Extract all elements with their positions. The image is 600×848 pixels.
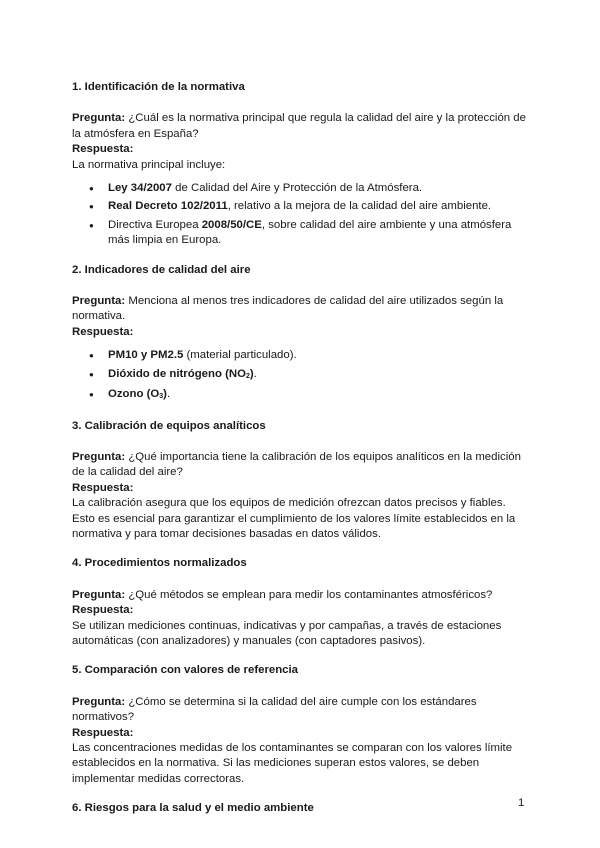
- bullet-list: [72, 348, 528, 404]
- list-item: [108, 348, 528, 363]
- section-title: 4. Procedimientos normalizados: [72, 557, 247, 570]
- list-item: [108, 387, 528, 404]
- term-close: ): [249, 367, 254, 380]
- item-text: , sobre calidad del aire ambiente y una atmósfera más limpia en Europa.: [108, 218, 512, 247]
- list-item: [108, 181, 528, 196]
- section-title: 3. Calibración de equipos analíticos: [72, 419, 266, 432]
- bold-term: Ley 34/2007: [108, 182, 172, 195]
- section-6: [72, 801, 528, 816]
- item-text: .: [166, 388, 171, 401]
- answer-text: La calibración asegura que los equipos de medición ofrezcan datos precisos y fiables. Esto es esencial para garantizar el cumplimiento de los valores límite establecidos en la normativa y para tomar decisiones basadas en datos válidos.: [72, 497, 516, 540]
- answer-label: Respuesta:: [72, 726, 134, 739]
- answer-text: La normativa principal incluye:: [72, 158, 226, 171]
- item-text: (material particulado).: [183, 349, 297, 362]
- term-close: ): [163, 388, 167, 401]
- section-title: 1. Identificación de la normativa: [72, 81, 245, 93]
- item-text: .: [253, 367, 257, 380]
- section-5: [72, 663, 528, 787]
- answer-text: Las concentraciones medidas de los contaminantes se comparan con los valores límite establecidos en la normativa. Si las mediciones superan estos valores, se deben implementar medidas correctoras.: [72, 742, 513, 785]
- question-label: Pregunta:: [72, 588, 126, 601]
- answer-label: Respuesta:: [72, 604, 134, 617]
- item-prefix: Directiva Europea: [108, 218, 202, 231]
- term-text: Ozono (O: [108, 388, 160, 401]
- question-label: Pregunta:: [72, 695, 126, 708]
- question-text: ¿Cuál es la normativa principal que regula la calidad del aire y la protección de la atmósfera en España?: [72, 112, 526, 140]
- section-4: [72, 556, 528, 649]
- section-title: 6. Riesgos para la salud y el medio ambiente: [72, 802, 314, 815]
- subscript: 2: [245, 372, 250, 380]
- answer-text: Se utilizan mediciones continuas, indicativas y por campañas, a través de estaciones automáticas (con analizadores) y manuales (con captadores pasivos).: [72, 619, 502, 647]
- item-text: , relativo a la mejora de la calidad del aire ambiente.: [227, 200, 492, 213]
- section-title: 2. Indicadores de calidad del aire: [72, 263, 251, 276]
- list-item: [108, 367, 528, 384]
- subscript: 3: [159, 393, 164, 401]
- section-1: [72, 80, 528, 249]
- bullet-list: [72, 181, 528, 249]
- section-3: [72, 419, 528, 543]
- answer-label: Respuesta:: [72, 481, 134, 494]
- answer-label: Respuesta:: [72, 143, 134, 156]
- question-text: ¿Qué importancia tiene la calibración de los equipos analíticos en la medición de la calidad del aire?: [72, 450, 521, 479]
- question: [72, 294, 528, 325]
- bold-term: PM10 y PM2.5: [108, 349, 184, 362]
- answer-label: Respuesta:: [72, 325, 134, 338]
- question: [72, 450, 528, 481]
- bold-term: 2008/50/CE: [201, 218, 262, 231]
- question-text: ¿Cómo se determina si la calidad del aire cumple con los estándares normativos?: [72, 695, 477, 724]
- question-text: ¿Qué métodos se emplean para medir los contaminantes atmosféricos?: [125, 588, 493, 601]
- question-text: Menciona al menos tres indicadores de calidad del aire utilizados según la normativa.: [72, 295, 504, 323]
- question: [72, 695, 528, 726]
- section-title: 5. Comparación con valores de referencia: [72, 664, 299, 677]
- section-2: [72, 263, 528, 405]
- page-number: 1: [518, 797, 525, 809]
- term-text: Dióxido de nitrógeno (NO: [108, 367, 246, 380]
- list-item: [108, 218, 528, 249]
- bold-term: [108, 368, 254, 380]
- question-label: Pregunta:: [72, 450, 126, 463]
- question: [72, 111, 528, 142]
- question-label: Pregunta:: [72, 112, 126, 125]
- question: [72, 588, 528, 603]
- list-item: [108, 199, 528, 214]
- question-label: Pregunta:: [72, 295, 126, 308]
- bold-term: Real Decreto 102/2011: [108, 200, 228, 213]
- item-text: de Calidad del Aire y Protección de la Atmósfera.: [171, 182, 423, 195]
- bold-term: [108, 388, 167, 400]
- document-body: [72, 80, 528, 833]
